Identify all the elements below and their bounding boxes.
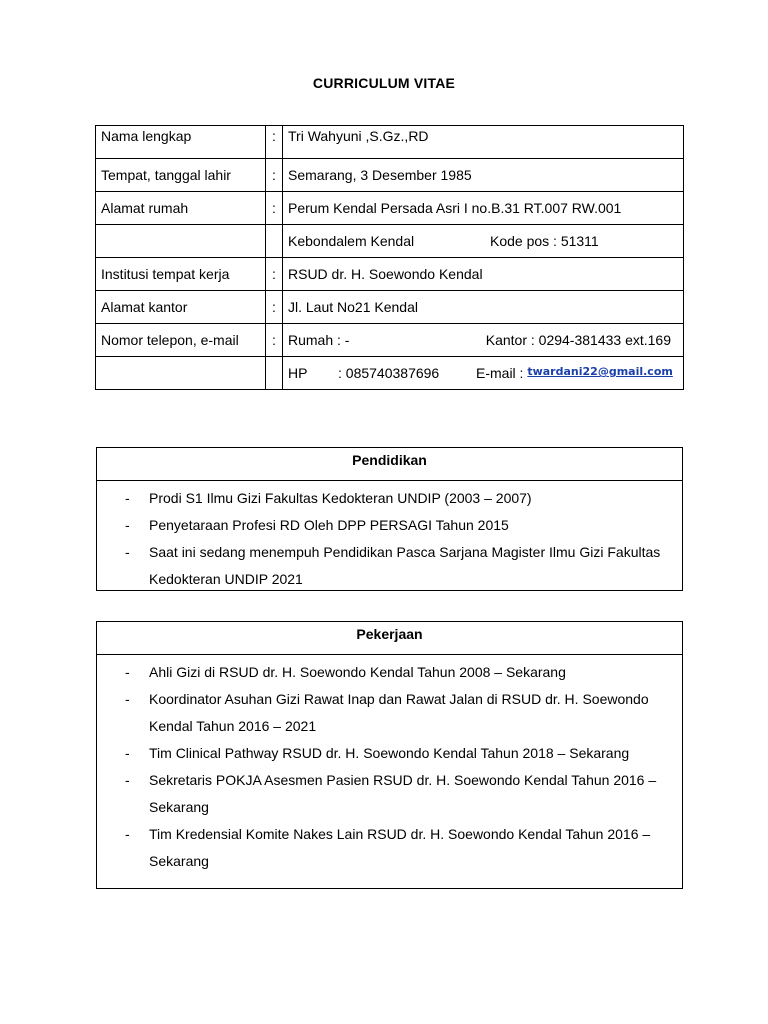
colon: : (266, 126, 283, 159)
list-item (97, 539, 682, 593)
list-item-text: Saat ini sedang menempuh Pendidikan Pasca Sarjana Magister Ilmu Gizi Fakultas Kedokteran UNDIP 2021 (149, 544, 661, 587)
personal-info-table (95, 125, 684, 390)
list-item (97, 686, 682, 740)
education-heading: Pendidikan (97, 448, 682, 481)
dash-bullet: - (125, 544, 130, 560)
list-item-text: Ahli Gizi di RSUD dr. H. Soewondo Kendal Tahun 2008 – Sekarang (149, 664, 566, 680)
table-row (96, 225, 684, 258)
office-label: Alamat kantor (96, 291, 266, 324)
table-row (96, 357, 684, 390)
table-row (96, 159, 684, 192)
education-section (96, 447, 683, 591)
colon: : (266, 258, 283, 291)
dash-bullet: - (125, 691, 130, 707)
birth-label: Tempat, tanggal lahir (96, 159, 266, 192)
table-row (96, 324, 684, 357)
dash-bullet: - (125, 745, 130, 761)
colon: : (266, 192, 283, 225)
phone-values (283, 324, 684, 357)
institution-value: RSUD dr. H. Soewondo Kendal (283, 258, 684, 291)
postal-code: Kode pos : 51311 (490, 233, 599, 249)
work-section (96, 621, 683, 889)
list-item-text: Koordinator Asuhan Gizi Rawat Inap dan Rawat Jalan di RSUD dr. H. Soewondo Kendal Tahun 2016 – 2021 (149, 691, 649, 734)
list-item (97, 512, 682, 539)
birth-value: Semarang, 3 Desember 1985 (283, 159, 684, 192)
dash-bullet: - (125, 490, 130, 506)
phone-office: Kantor : 0294-381433 ext.169 (485, 332, 671, 348)
email-label: E-mail : (476, 365, 524, 381)
phone-label: Nomor telepon, e-mail (96, 324, 266, 357)
address-line2-left: Kebondalem Kendal (288, 233, 415, 249)
dash-bullet: - (125, 772, 130, 788)
address-label: Alamat rumah (96, 192, 266, 225)
office-value: Jl. Laut No21 Kendal (283, 291, 684, 324)
work-heading: Pekerjaan (97, 622, 682, 655)
colon: : (266, 291, 283, 324)
table-row (96, 126, 684, 159)
document-title: CURRICULUM VITAE (312, 75, 456, 91)
hp-email-values (283, 357, 684, 390)
dash-bullet: - (125, 826, 130, 842)
email-link[interactable]: twardani22@gmail.com (527, 365, 673, 378)
table-row (96, 258, 684, 291)
list-item-text: Penyetaraan Profesi RD Oleh DPP PERSAGI Tahun 2015 (149, 517, 509, 533)
list-item-text: Sekretaris POKJA Asesmen Pasien RSUD dr. H. Soewondo Kendal Tahun 2016 – Sekarang (149, 772, 657, 815)
list-item (97, 821, 682, 875)
list-item (97, 485, 682, 512)
empty-cell (266, 225, 283, 258)
list-item (97, 767, 682, 821)
colon: : (266, 159, 283, 192)
colon: : (266, 324, 283, 357)
address-line2 (283, 225, 684, 258)
list-item (97, 740, 682, 767)
education-list (97, 481, 682, 593)
name-label: Nama lengkap (96, 126, 266, 159)
empty-cell (266, 357, 283, 390)
list-item-text: Prodi S1 Ilmu Gizi Fakultas Kedokteran UNDIP (2003 – 2007) (149, 490, 532, 506)
hp-label: HP (288, 365, 308, 381)
empty-cell (96, 357, 266, 390)
table-row (96, 291, 684, 324)
hp-value: : 085740387696 (338, 365, 440, 381)
dash-bullet: - (125, 517, 130, 533)
list-item (97, 659, 682, 686)
institution-label: Institusi tempat kerja (96, 258, 266, 291)
empty-cell (96, 225, 266, 258)
phone-home: Rumah : - (288, 332, 350, 348)
list-item-text: Tim Clinical Pathway RSUD dr. H. Soewondo Kendal Tahun 2018 – Sekarang (149, 745, 630, 761)
name-value: Tri Wahyuni ,S.Gz.,RD (283, 126, 684, 159)
list-item-text: Tim Kredensial Komite Nakes Lain RSUD dr. H. Soewondo Kendal Tahun 2016 – Sekarang (149, 826, 651, 869)
work-list (97, 655, 682, 875)
table-row (96, 192, 684, 225)
dash-bullet: - (125, 664, 130, 680)
address-line1: Perum Kendal Persada Asri I no.B.31 RT.007 RW.001 (283, 192, 684, 225)
